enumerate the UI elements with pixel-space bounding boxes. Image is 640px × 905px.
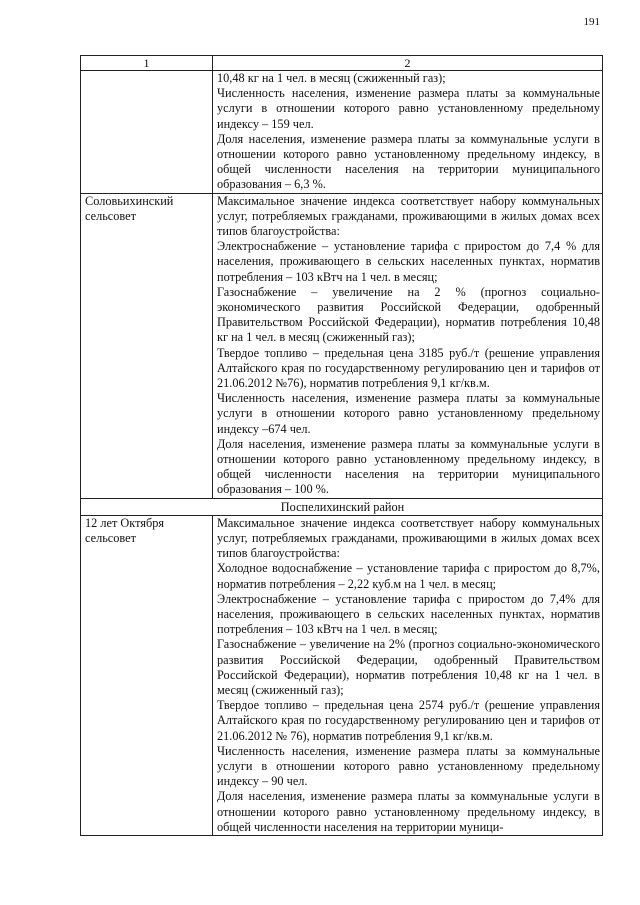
- paragraph: Максимальное значение индекса соответствует набору коммунальных услуг, потребляемых гражданами, проживающими в жилых домах всех типов благоустройства:: [217, 515, 600, 561]
- description-cell: [213, 193, 603, 498]
- paragraph: Численность населения, изменение размера платы за коммунальные услуги в отношении которого равно установленному предельному индексу –674 чел.: [217, 391, 600, 436]
- table-row-continuation: [81, 71, 603, 194]
- table-header-row: [81, 56, 603, 71]
- paragraph: Газоснабжение – увеличение на 2% (прогноз социально-экономического развития Российской Федерации, одобренный Правительством Российской Федерации), норматив потребления 10,48 кг на 1 чел. в месяц (сжиженный газ);: [217, 637, 600, 697]
- municipality-name-cell: Соловьихинский сельсовет: [81, 193, 213, 498]
- description-cell: [213, 515, 603, 835]
- section-title: Поспелихинский район: [81, 498, 603, 515]
- paragraph: Численность населения, изменение размера платы за коммунальные услуги в отношении которого равно установленному предельному индексу – 159 чел.: [217, 86, 600, 131]
- column-header-2: 2: [213, 56, 603, 71]
- paragraph: 10,48 кг на 1 чел. в месяц (сжиженный газ);: [217, 71, 446, 85]
- paragraph: Электроснабжение – установление тарифа с приростом до 7,4% для населения, проживающего в сельских населенных пунктах, норматив потребления – 103 кВтч на 1 чел. в месяц;: [217, 591, 600, 637]
- paragraph: Доля населения, изменение размера платы за коммунальные услуги в отношении которого равно установленному предельному индексу, в общей численности населения на территории муниципального образования – 6,3 %.: [217, 131, 600, 192]
- paragraph: Электроснабжение – установление тарифа с приростом до 7,4 % для населения, проживающего в сельских населенных пунктах, норматив потребления – 103 кВтч на 1 чел. в месяц;: [217, 239, 600, 284]
- paragraph: Доля населения, изменение размера платы за коммунальные услуги в отношении которого равно установленному предельному индексу, в общей численности населения на территории муниципального образования – 100 %.: [217, 436, 600, 497]
- document-table: [80, 55, 603, 836]
- paragraph: Газоснабжение – увеличение на 2 % (прогноз социально-экономического развития Российской Федерации, одобренный Правительством Российской Федерации), норматив потребления 10,48 кг на 1 чел. в месяц (сжиженный газ);: [217, 284, 600, 345]
- paragraph: Твердое топливо – предельная цена 2574 руб./т (решение управления Алтайского края по государственному регулированию цен и тарифов от 21.06.2012 № 76), норматив потребления 9,1 кг/кв.м.: [217, 698, 600, 743]
- paragraph: Максимальное значение индекса соответствует набору коммунальных услуг, потребляемых гражданами, проживающими в жилых домах всех типов благоустройства:: [217, 193, 600, 239]
- municipality-name-cell: 12 лет Октября сельсовет: [81, 515, 213, 835]
- page-number: 191: [583, 16, 600, 28]
- description-cell: [213, 71, 603, 194]
- paragraph: Холодное водоснабжение – установление тарифа с приростом до 8,7%, норматив потребления – 2,22 куб.м на 1 чел. в месяц;: [217, 561, 600, 591]
- column-header-1: 1: [81, 56, 213, 71]
- municipality-name-cell: [81, 71, 213, 194]
- paragraph: Твердое топливо – предельная цена 3185 руб./т (решение управления Алтайского края по государственному регулированию цен и тарифов от 21.06.2012 №76), норматив потребления 9,1 кг/кв.м.: [217, 345, 600, 391]
- paragraph: Доля населения, изменение размера платы за коммунальные услуги в отношении которого равно установленному предельному индексу, в общей численности населения на территории муници-: [217, 789, 600, 834]
- table-row-solovikhinsky: [81, 193, 603, 498]
- table-row-12-let-oktyabrya: [81, 515, 603, 835]
- section-header-row: [81, 498, 603, 515]
- paragraph: Численность населения, изменение размера платы за коммунальные услуги в отношении которого равно установленному предельному индексу – 90 чел.: [217, 743, 600, 789]
